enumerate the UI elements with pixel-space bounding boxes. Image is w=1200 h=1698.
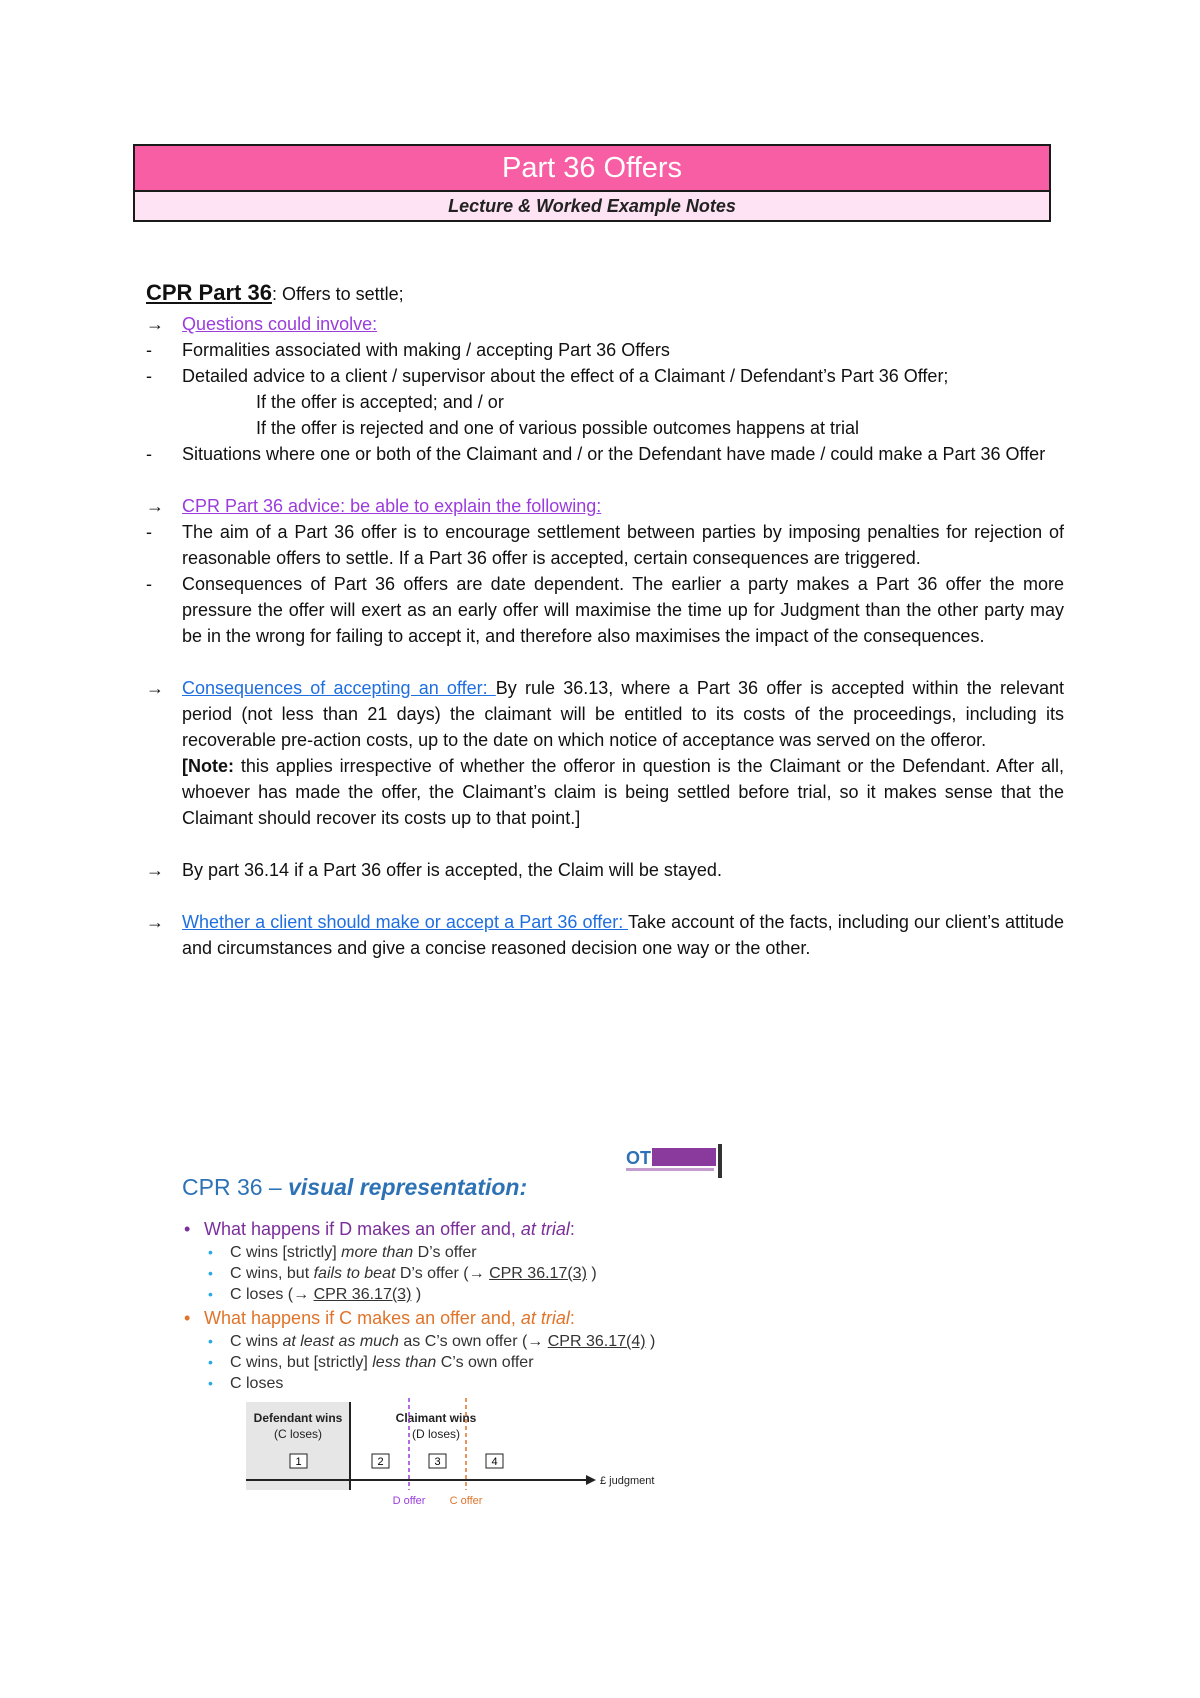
ulaw-logo	[626, 1140, 726, 1180]
questions-label: Questions could involve:	[182, 314, 378, 334]
outcome-diagram	[246, 1402, 655, 1507]
c-offer-heading: • What happens if C makes an offer and, at trial:	[184, 1308, 575, 1328]
logo-tagline	[626, 1168, 714, 1171]
whether-label: Whether a client should make or accept a Part 36 offer:	[182, 912, 629, 932]
list-item: • C wins at least as much as C’s own offer (→ CPR 36.17(4) )	[208, 1333, 656, 1350]
consequences-label: Consequences of accepting an offer:	[182, 678, 496, 698]
questions-block	[146, 311, 1064, 337]
subline: If the offer is rejected and one of various possible outcomes happens at trial	[256, 418, 860, 438]
arrow-icon: →	[146, 860, 164, 880]
list-item: • C wins, but [strictly] less than C’s own offer	[208, 1354, 534, 1371]
box-4-label: 4	[491, 1456, 498, 1468]
stay-block	[146, 857, 1064, 883]
title-box	[133, 144, 1051, 222]
list-item: • C wins, but fails to beat D’s offer (→ CPR 36.17(3) )	[208, 1265, 597, 1282]
list-item: - Detailed advice to a client / supervisor about the effect of a Claimant / Defendant’s Part 36 Offer;	[146, 366, 949, 386]
stay-text: By part 36.14 if a Part 36 offer is accepted, the Claim will be stayed.	[182, 860, 722, 880]
list-item: - Consequences of Part 36 offers are date dependent. The earlier a party makes a Part 36 offer the more pressure the offer will exert as an early offer will maximise the time up for Judgment than the other party may be in the wrong for failing to accept it, and therefore also maximises the impact of the consequences.	[146, 574, 1064, 646]
box-2-label: 2	[377, 1456, 384, 1468]
logo-edge	[718, 1144, 722, 1178]
page-subtitle: Lecture & Worked Example Notes	[135, 192, 1049, 220]
note-text: this applies irrespective of whether the offeror in question is the Claimant or the Defendant. After all, whoever has made the offer, the Claimant’s claim is being settled before trial, so it makes sense that the Claimant should recover its costs up to that point.]	[182, 756, 1064, 828]
logo-text: OT	[626, 1148, 651, 1168]
defendant-wins-label: Defendant wins	[253, 1411, 343, 1425]
axis-arrow-icon	[586, 1475, 596, 1485]
advice-block	[146, 493, 1064, 519]
box-3-label: 3	[434, 1456, 441, 1468]
subline: If the offer is accepted; and / or	[256, 392, 504, 412]
note-label: [Note:	[182, 756, 234, 776]
consequences-block	[146, 675, 1064, 831]
whether-text: Take account of the facts, including our client’s attitude and circumstances and give a concise reasoned decision one way or the other.	[182, 912, 1064, 958]
consequences-text: By rule 36.13, where a Part 36 offer is accepted within the relevant period (not less than 21 days) the claimant will be entitled to its costs of the proceedings, including its recoverable pre-action costs, up to the date on which notice of acceptance was served on the offeror.	[182, 678, 1064, 750]
claimant-wins-label: Claimant wins	[395, 1411, 477, 1425]
list-item: • C wins [strictly] more than D’s offer	[208, 1244, 477, 1261]
axis-label: £ judgment	[600, 1475, 655, 1487]
heading-rest: : Offers to settle;	[271, 284, 404, 304]
list-item: • C loses (→ CPR 36.17(3) )	[208, 1286, 422, 1303]
page-title: Part 36 Offers	[135, 146, 1049, 192]
c-loses-label: (C loses)	[273, 1427, 323, 1441]
questions-list-cont	[146, 441, 1064, 467]
list-item: • C loses	[208, 1375, 284, 1392]
slide-title: CPR 36 – visual representation:	[182, 1174, 528, 1200]
arrow-icon: →	[146, 678, 164, 698]
d-loses-label: (D loses)	[411, 1427, 461, 1441]
logo-block	[652, 1148, 716, 1166]
list-item: - The aim of a Part 36 offer is to encourage settlement between parties by imposing penalties for rejection of reasonable offers to settle. If a Part 36 offer is accepted, certain consequences are triggered.	[146, 522, 1064, 568]
list-item: - Formalities associated with making / accepting Part 36 Offers	[146, 340, 670, 360]
slide-bullets	[182, 1216, 722, 1394]
list-item: - Situations where one or both of the Claimant and / or the Defendant have made / could make a Part 36 Offer	[146, 444, 1046, 464]
notes-body	[146, 276, 1064, 961]
advice-label: CPR Part 36 advice: be able to explain the following:	[182, 496, 602, 516]
visual-representation-slide	[176, 1134, 728, 1506]
whether-block	[146, 909, 1064, 961]
questions-list	[146, 337, 1064, 389]
box-1-label: 1	[295, 1456, 302, 1468]
c-offer-label: C offer	[449, 1495, 483, 1507]
arrow-icon: →	[146, 912, 164, 932]
d-offer-heading: • What happens if D makes an offer and, at trial:	[184, 1219, 575, 1239]
section-heading	[146, 276, 1064, 311]
d-offer-label: D offer	[392, 1495, 426, 1507]
arrow-icon: →	[146, 496, 164, 516]
advice-list	[146, 519, 1064, 649]
heading-main: CPR Part 36	[146, 280, 272, 305]
arrow-icon: →	[146, 314, 164, 334]
